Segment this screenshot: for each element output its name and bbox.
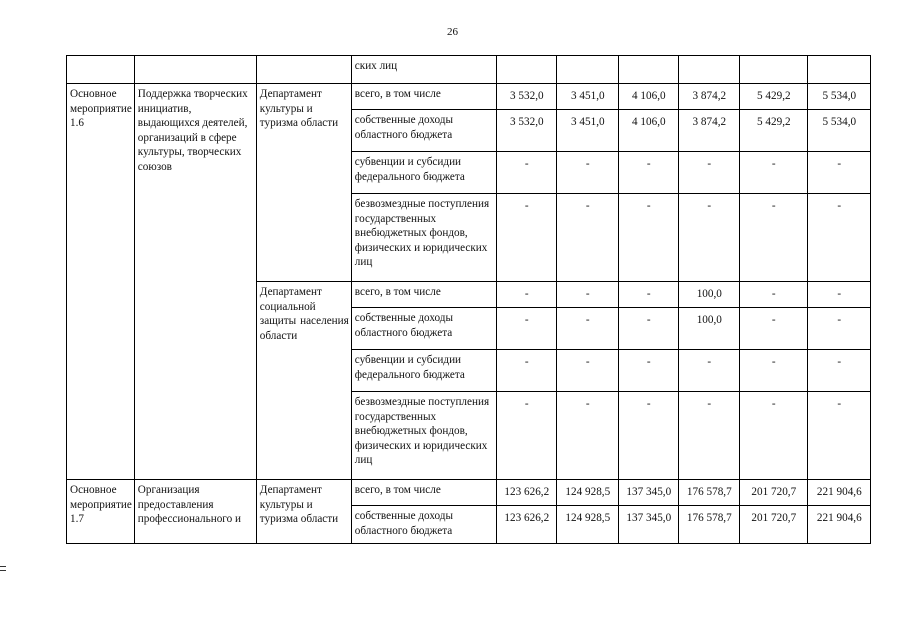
table-cell: 100,0	[678, 282, 739, 308]
table-cell: 137 345,0	[618, 480, 678, 506]
table-cell: -	[739, 392, 807, 480]
table-cell: -	[739, 194, 807, 282]
table-cell: 201 720,7	[739, 506, 807, 544]
table-cell: -	[496, 392, 556, 480]
table-cell: 176 578,7	[678, 480, 739, 506]
table-cell: -	[556, 282, 618, 308]
table-cell: -	[618, 308, 678, 350]
table-row	[67, 480, 871, 506]
scan-margin-mark	[0, 566, 6, 571]
table-cell: 5 534,0	[807, 110, 870, 152]
table-cell: -	[556, 194, 618, 282]
table-cell: 3 532,0	[496, 110, 556, 152]
table-cell: -	[678, 152, 739, 194]
department-label: Департамент культуры и туризма области	[256, 480, 351, 544]
measure-description: Организация предоставления профессионального и	[134, 480, 256, 544]
table-cell: 123 626,2	[496, 480, 556, 506]
table-cell: 124 928,5	[556, 506, 618, 544]
table-cell: -	[807, 152, 870, 194]
source-label: всего, в том числе	[351, 282, 496, 308]
measure-label: Основное мероприятие 1.6	[67, 84, 135, 480]
table-cell: -	[807, 308, 870, 350]
source-label: всего, в том числе	[351, 480, 496, 506]
source-label: всего, в том числе	[351, 84, 496, 110]
table-cell: -	[496, 194, 556, 282]
continuation-row	[67, 56, 871, 84]
table-cell: 137 345,0	[618, 506, 678, 544]
table-cell: -	[618, 392, 678, 480]
department-label: Департамент социальной защиты населения области	[256, 282, 351, 480]
table-cell: 100,0	[678, 308, 739, 350]
table-cell: 4 106,0	[618, 110, 678, 152]
source-label: безвозмездные поступления государственных внебюджетных фондов, физических и юридических лиц	[351, 392, 496, 480]
table-cell: -	[739, 152, 807, 194]
table-cell: -	[807, 392, 870, 480]
table-cell: -	[807, 350, 870, 392]
table-cell: -	[496, 350, 556, 392]
table-cell: -	[556, 350, 618, 392]
table-cell: 3 874,2	[678, 110, 739, 152]
table-cell: -	[496, 282, 556, 308]
table-cell: 124 928,5	[556, 480, 618, 506]
table-cell: 5 429,2	[739, 110, 807, 152]
source-label: собственные доходы областного бюджета	[351, 308, 496, 350]
table-cell: -	[807, 194, 870, 282]
table-cell: -	[678, 392, 739, 480]
table-cell: -	[556, 308, 618, 350]
table-cell: -	[618, 350, 678, 392]
table-cell: -	[739, 282, 807, 308]
table-cell: 176 578,7	[678, 506, 739, 544]
source-label: ских лиц	[351, 56, 496, 84]
source-label: субвенции и субсидии федерального бюджета	[351, 350, 496, 392]
table-cell: 201 720,7	[739, 480, 807, 506]
table-cell: -	[618, 282, 678, 308]
budget-table	[66, 55, 871, 544]
source-label: собственные доходы областного бюджета	[351, 506, 496, 544]
table-cell: 3 451,0	[556, 84, 618, 110]
measure-label: Основное мероприятие 1.7	[67, 480, 135, 544]
table-cell: -	[496, 152, 556, 194]
source-label: безвозмездные поступления государственных внебюджетных фондов, физических и юридических лиц	[351, 194, 496, 282]
table-cell: 221 904,6	[807, 480, 870, 506]
table-cell: -	[678, 194, 739, 282]
table-cell: 221 904,6	[807, 506, 870, 544]
department-label: Департамент культуры и туризма области	[256, 84, 351, 282]
source-label: собственные доходы областного бюджета	[351, 110, 496, 152]
measure-description: Поддержка творческих инициатив, выдающихся деятелей, организаций в сфере культуры, творческих союзов	[134, 84, 256, 480]
table-cell: -	[739, 308, 807, 350]
table-cell: -	[807, 282, 870, 308]
table-cell: -	[496, 308, 556, 350]
table-cell: 3 874,2	[678, 84, 739, 110]
table-cell: 5 429,2	[739, 84, 807, 110]
table-cell: 4 106,0	[618, 84, 678, 110]
table-cell: 123 626,2	[496, 506, 556, 544]
table-row	[67, 84, 871, 110]
table-cell: 5 534,0	[807, 84, 870, 110]
table-cell: -	[556, 152, 618, 194]
table-cell: 3 532,0	[496, 84, 556, 110]
table-cell: 3 451,0	[556, 110, 618, 152]
table-cell: -	[618, 194, 678, 282]
table-cell: -	[739, 350, 807, 392]
table-cell: -	[556, 392, 618, 480]
table-cell: -	[618, 152, 678, 194]
page-number: 26	[447, 26, 458, 38]
source-label: субвенции и субсидии федерального бюджета	[351, 152, 496, 194]
table-cell: -	[678, 350, 739, 392]
